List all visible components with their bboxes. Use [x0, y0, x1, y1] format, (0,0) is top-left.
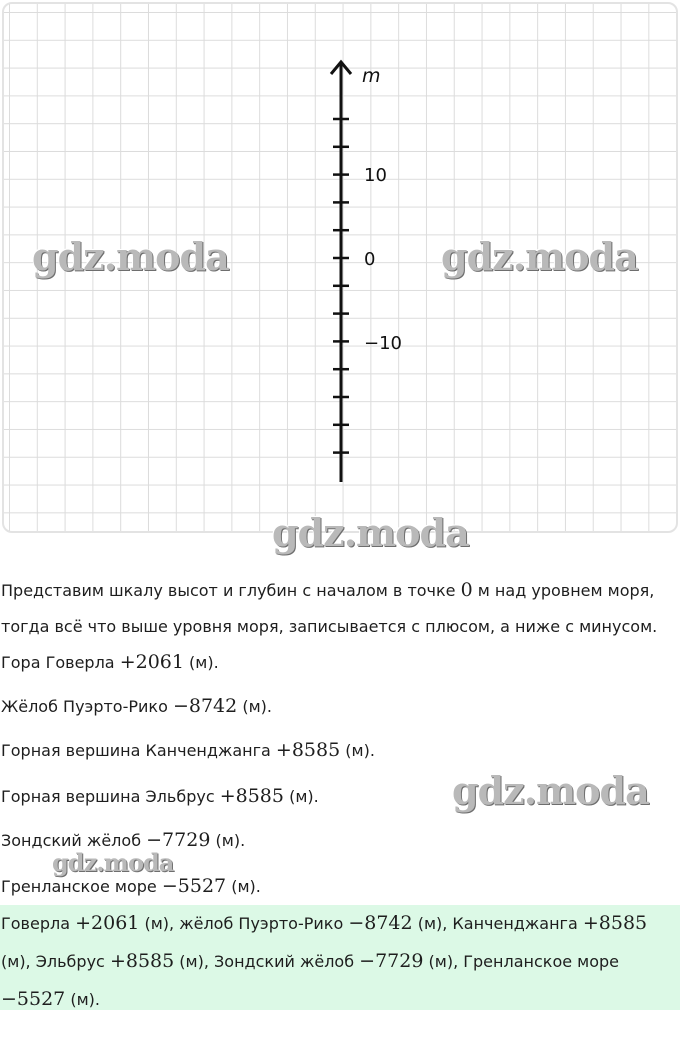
item-value: +2061 [119, 651, 184, 673]
item-unit: (м). [340, 741, 375, 760]
tick-label-10: 10 [364, 165, 387, 186]
answer-text: (м), Канченджанга [412, 914, 583, 933]
intro-line-1 [1, 580, 654, 601]
list-item [1, 740, 375, 761]
watermark: gdz.moda [52, 848, 174, 877]
answer-text: (м), Зондский жёлоб [174, 952, 360, 971]
item-unit: (м). [237, 697, 272, 716]
answer-box [0, 905, 680, 1010]
item-unit: (м). [283, 787, 319, 806]
answer-line-3 [1, 989, 100, 1010]
watermark: gdz.moda [452, 768, 649, 813]
item-value: +8585 [219, 785, 284, 807]
item-value: −7729 [146, 829, 211, 851]
watermark: gdz.moda [32, 234, 229, 279]
item-name: Гора Говерла [1, 653, 120, 672]
watermark: gdz.moda [272, 510, 469, 555]
list-item [1, 876, 261, 897]
item-name: Горная вершина Канченджанга [1, 741, 276, 760]
intro-number: 0 [460, 579, 473, 601]
answer-value: +8585 [582, 912, 648, 934]
item-name: Зондский жёлоб [1, 831, 147, 850]
item-unit: (м). [183, 653, 219, 672]
axis-unit-label: m [362, 65, 381, 87]
answer-text: Говерла [1, 914, 76, 933]
answer-value: −8742 [348, 912, 413, 934]
item-name: Гренланское море [1, 877, 162, 896]
answer-line-1 [1, 913, 647, 934]
list-item [1, 830, 245, 851]
item-unit: (м). [226, 877, 261, 896]
answer-text: (м), жёлоб Пуэрто-Рико [139, 914, 349, 933]
list-item [1, 786, 319, 807]
list-item [1, 696, 272, 717]
item-name: Горная вершина Эльбрус [1, 787, 220, 806]
item-value: −5527 [161, 875, 227, 897]
item-unit: (м). [210, 831, 246, 850]
answer-value: +2061 [75, 912, 140, 934]
intro-line-2: тогда всё что выше уровня моря, записывается с плюсом, а ниже с минусом. [1, 617, 658, 636]
answer-line-2 [1, 951, 619, 972]
item-value: +8585 [275, 739, 341, 761]
answer-text: (м), Гренланское море [423, 952, 620, 971]
tick-label-0: 0 [364, 249, 376, 270]
watermark: gdz.moda [441, 234, 638, 279]
answer-value: −7729 [359, 950, 424, 972]
list-item [1, 652, 219, 673]
answer-text: (м). [65, 990, 101, 1009]
tick-label-minus-10: −10 [364, 333, 402, 354]
answer-value: −5527 [1, 988, 66, 1010]
intro-text: м над уровнем моря, [472, 581, 655, 600]
intro-text: Представим шкалу высот и глубин с началом в точке [1, 581, 461, 600]
item-name: Жёлоб Пуэрто-Рико [1, 697, 173, 716]
item-value: −8742 [172, 695, 238, 717]
answer-value: +8585 [109, 950, 175, 972]
answer-text: (м), Эльбрус [1, 952, 110, 971]
